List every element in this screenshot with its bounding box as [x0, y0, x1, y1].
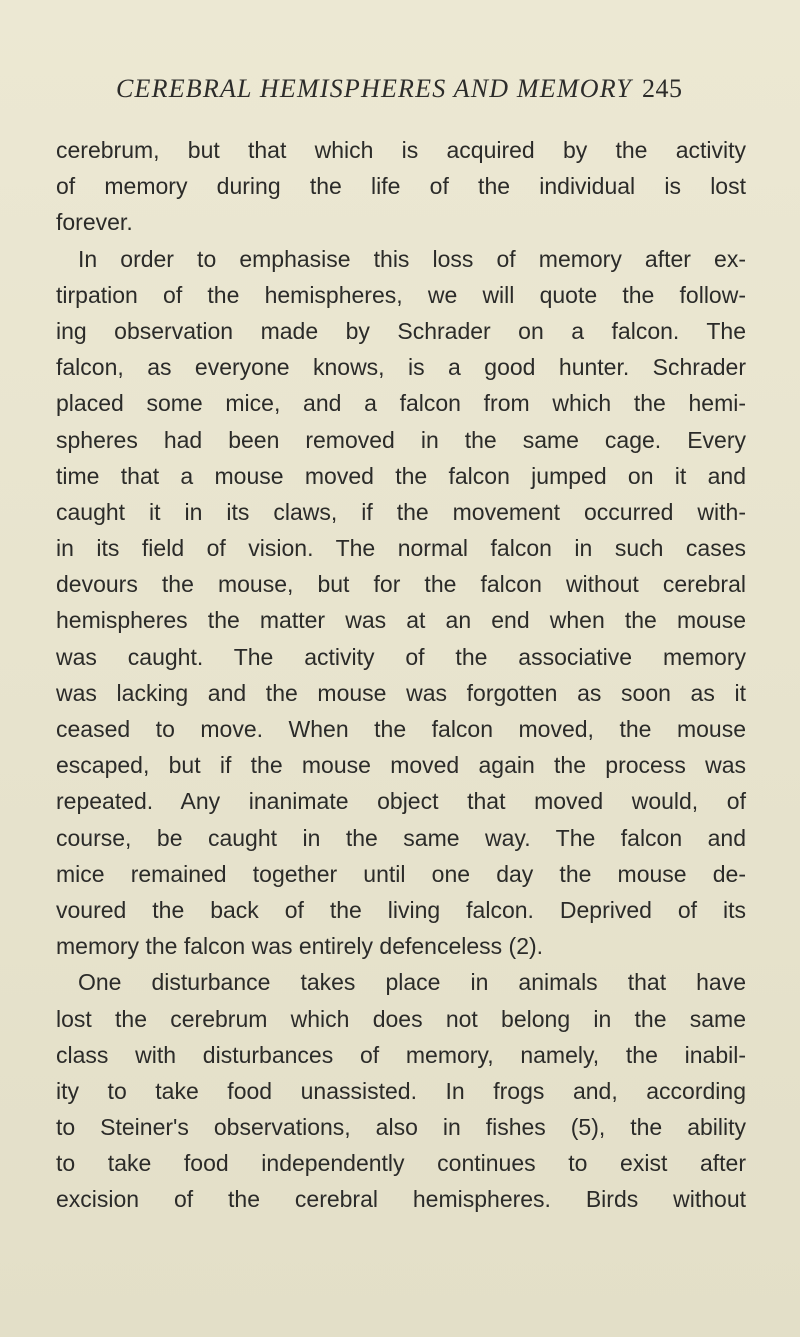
text-line: falcon, as everyone knows, is a good hunter. Schrader: [56, 354, 746, 381]
text-line: caught it in its claws, if the movement occurred with-: [56, 498, 746, 525]
text-line: In order to emphasise this loss of memory after ex-: [78, 245, 746, 272]
text-line: tirpation of the hemispheres, we will quote the follow-: [56, 281, 746, 308]
text-line: voured the back of the living falcon. Deprived of its: [56, 896, 746, 923]
text-line: in its field of vision. The normal falcon in such cases: [56, 535, 746, 562]
text-line: time that a mouse moved the falcon jumped on it and: [56, 462, 746, 489]
running-title: CEREBRAL HEMISPHERES AND MEMORY: [116, 74, 632, 103]
text-line: lost the cerebrum which does not belong in the same: [56, 1005, 746, 1032]
text-line: ing observation made by Schrader on a falcon. The: [56, 317, 746, 344]
text-line: escaped, but if the mouse moved again the process was: [56, 752, 746, 779]
text-line: to Steiner's observations, also in fishes (5), the ability: [56, 1114, 746, 1141]
text-line: ceased to move. When the falcon moved, the mouse: [56, 716, 746, 742]
text-line: was caught. The activity of the associative memory: [56, 643, 746, 670]
text-line: memory the falcon was entirely defenceless (2).: [56, 933, 544, 960]
text-line: mice remained together until one day the mouse de-: [56, 860, 746, 887]
text-line: forever.: [56, 209, 133, 236]
text-line: to take food independently continues to exist after: [56, 1150, 746, 1177]
text-line: of memory during the life of the individual is lost: [56, 173, 746, 200]
text-line: course, be caught in the same way. The falcon and: [56, 824, 746, 851]
text-line: spheres had been removed in the same cage. Every: [56, 426, 746, 453]
text-line: ity to take food unassisted. In frogs and, according: [56, 1077, 746, 1104]
text-line: placed some mice, and a falcon from which the hemi-: [56, 390, 746, 417]
text-line: repeated. Any inanimate object that moved would, of: [56, 788, 746, 815]
text-line: One disturbance takes place in animals that have: [78, 969, 746, 996]
text-line: excision of the cerebral hemispheres. Birds without: [56, 1186, 746, 1213]
text-line: was lacking and the mouse was forgotten as soon as it: [56, 679, 746, 706]
text-line: hemispheres the matter was at an end when the mouse: [56, 607, 746, 634]
body-text: [56, 132, 746, 1218]
text-line: class with disturbances of memory, namely, the inabil-: [56, 1041, 746, 1068]
text-line: devours the mouse, but for the falcon without cerebral: [56, 571, 746, 598]
running-head: [116, 74, 736, 110]
page-number: 245: [641, 74, 683, 103]
text-line: cerebrum, but that which is acquired by the activity: [56, 137, 746, 163]
